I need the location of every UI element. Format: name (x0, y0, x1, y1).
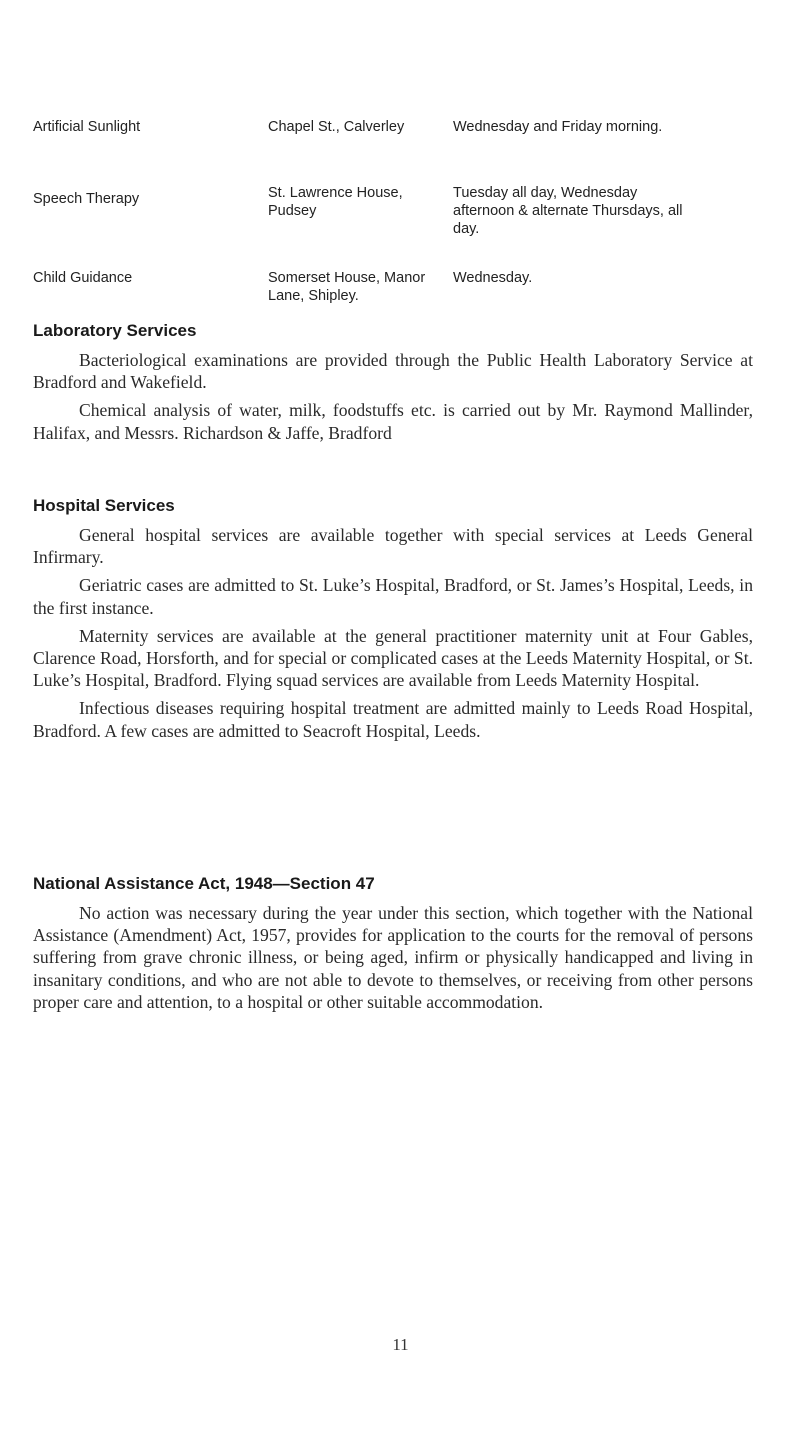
laboratory-text (33, 349, 753, 444)
clinic-row-artificial-sunlight (33, 118, 753, 184)
clinic-times: Tuesday all day, Wednesday afternoon & alternate Thursdays, all day. (453, 185, 683, 237)
paragraph: Infectious diseases requiring hospital treatment are admitted mainly to Leeds Road Hospital, Bradford. A few cases are admitted to Seacroft Hospital, Leeds. (33, 698, 753, 741)
clinic-location: Chapel St., Calverley (268, 119, 405, 135)
clinic-schedule-table (33, 118, 753, 315)
laboratory-heading: Laboratory Services (33, 321, 197, 340)
clinic-service: Child Guidance (33, 270, 133, 286)
clinic-location: Somerset House, Manor Lane, Shipley. (268, 270, 426, 304)
national-assistance-text (33, 902, 753, 1013)
clinic-times: Wednesday and Friday morning. (453, 119, 663, 135)
clinic-service: Artificial Sunlight (33, 119, 141, 135)
hospital-text (33, 524, 753, 742)
clinic-times: Wednesday. (453, 270, 533, 286)
paragraph: Maternity services are available at the general practitioner maternity unit at Four Gables, Clarence Road, Horsforth, and for special or complicated cases at the Leeds Maternity Hospital, or St. Luke’s Hospital, Bradford. Flying squad services are available from Leeds Maternity Hospital. (33, 625, 753, 691)
clinic-row-child-guidance (33, 269, 753, 315)
national-assistance-heading: National Assistance Act, 1948—Section 47 (33, 874, 375, 893)
hospital-heading: Hospital Services (33, 496, 175, 515)
paragraph: General hospital services are available together with special services at Leeds General Infirmary. (33, 525, 753, 568)
paragraph: Geriatric cases are admitted to St. Luke’s Hospital, Bradford, or St. James’s Hospital, Leeds, in the first instance. (33, 575, 753, 618)
clinic-service: Speech Therapy (33, 191, 140, 207)
paragraph: Chemical analysis of water, milk, foodstuffs etc. is carried out by Mr. Raymond Mallinder, Halifax, and Messrs. Richardson & Jaffe, Bradford (33, 400, 753, 443)
clinic-row-speech-therapy (33, 184, 753, 269)
page-number: 11 (392, 1335, 409, 1354)
paragraph: Bacteriological examinations are provided through the Public Health Laboratory Service at Bradford and Wakefield. (33, 350, 753, 393)
paragraph: No action was necessary during the year under this section, which together with the National Assistance (Amendment) Act, 1957, provides for application to the courts for the removal of persons suffering from grave chronic illness, or being aged, infirm or physically handicapped and living in insanitary conditions, and who are not able to devote to themselves, or receiving from other persons proper care and attention, to a hospital or other suitable accommodation. (33, 903, 753, 1012)
clinic-location: St. Lawrence House, Pudsey (268, 185, 403, 219)
